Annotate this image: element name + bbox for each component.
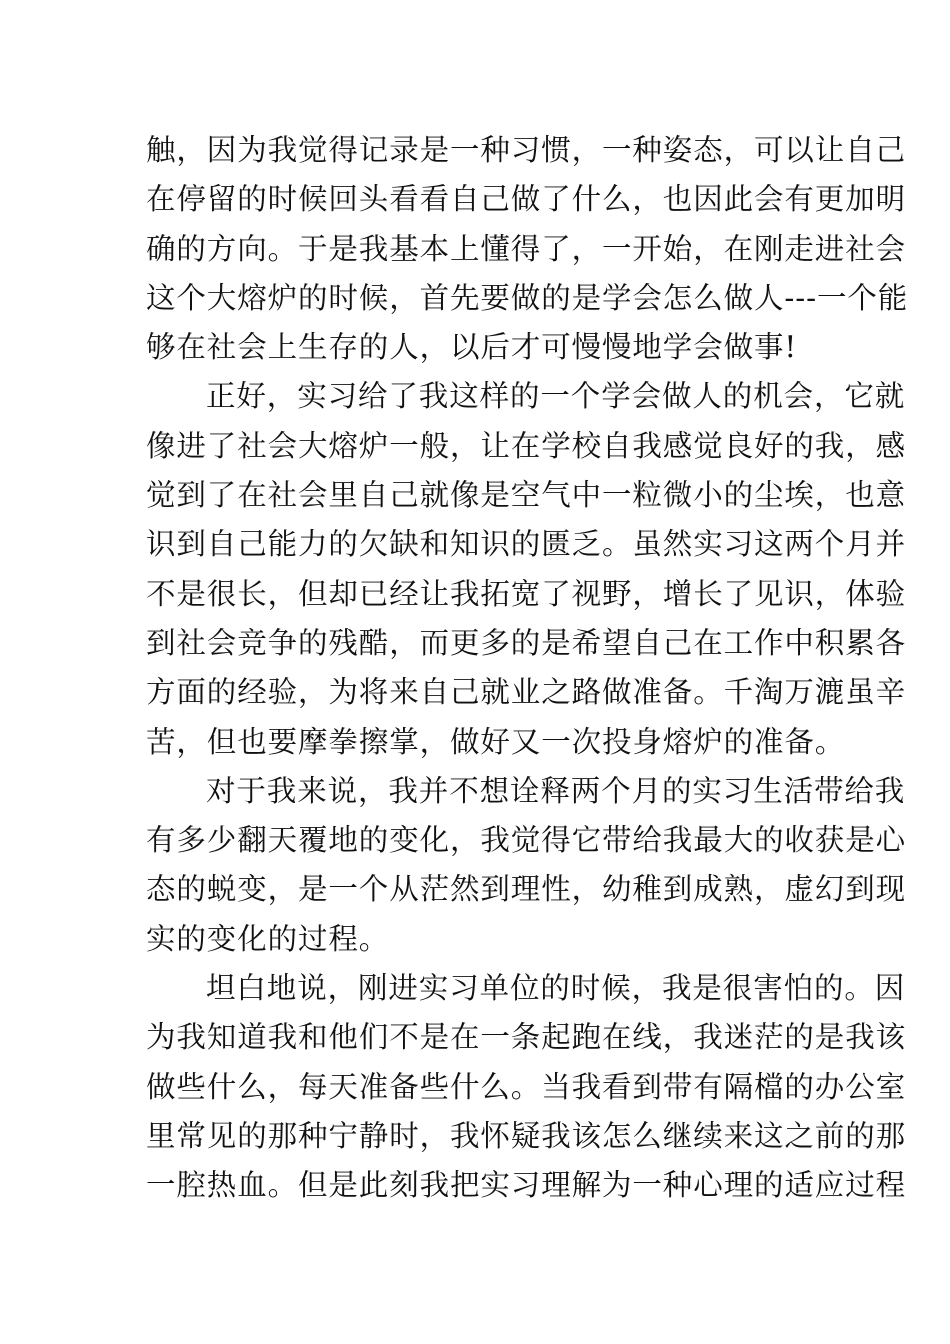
text-line-indented: 对于我来说，我并不想诠释两个月的实习生活带给我: [206, 773, 906, 808]
paragraph-3: [146, 767, 907, 964]
text-line: 不是很长，但却已经让我拓宽了视野，增长了见识，体验: [146, 576, 907, 611]
text-line: 一腔热血。但是此刻我把实习理解为一种心理的适应过程: [146, 1168, 907, 1203]
text-line-indented: 坦白地说，刚进实习单位的时候，我是很害怕的。因: [206, 971, 906, 1006]
document-body: [146, 126, 909, 1211]
text-line: 在停留的时候回头看看自己做了什么，也因此会有更加明: [146, 182, 907, 217]
text-line: 里常见的那种宁静时，我怀疑我该怎么继续来这之前的那: [146, 1118, 907, 1153]
text-line: 到社会竞争的残酷，而更多的是希望自己在工作中积累各: [146, 625, 907, 660]
text-line: 有多少翻天覆地的变化，我觉得它带给我最大的收获是心: [146, 823, 907, 858]
text-line: 够在社会上生存的人，以后才可慢慢地学会做事!: [146, 330, 798, 365]
text-line: 触，因为我觉得记录是一种习惯，一种姿态，可以让自己: [146, 133, 907, 167]
paragraph-1: [146, 126, 909, 372]
text-line: 这个大熔炉的时候，首先要做的是学会怎么做人---一个能: [146, 280, 909, 315]
paragraph-4: [146, 964, 907, 1210]
text-line: 像进了社会大熔炉一般，让在学校自我感觉良好的我，感: [146, 428, 907, 463]
text-line-indented: 正好，实习给了我这样的一个学会做人的机会，它就: [206, 379, 906, 414]
text-line: 为我知道我和他们不是在一条起跑在线，我迷茫的是我该: [146, 1020, 907, 1055]
paragraph-2: [146, 372, 907, 766]
text-line: 确的方向。于是我基本上懂得了，一开始，在刚走进社会: [146, 231, 907, 266]
text-line: 识到自己能力的欠缺和知识的匮乏。虽然实习这两个月并: [146, 527, 907, 562]
text-line: 觉到了在社会里自己就像是空气中一粒微小的尘埃，也意: [146, 478, 907, 513]
text-line: 方面的经验，为将来自己就业之路做准备。千淘万漉虽辛: [146, 675, 907, 710]
text-line: 做些什么，每天准备些什么。当我看到带有隔檔的办公室: [146, 1069, 907, 1104]
text-line: 实的变化的过程。: [146, 921, 390, 956]
text-line: 苦，但也要摩拳擦掌，做好又一次投身熔炉的准备。: [146, 724, 846, 759]
text-line: 态的蜕变，是一个从茫然到理性，幼稚到成熟，虚幻到现: [146, 872, 907, 907]
